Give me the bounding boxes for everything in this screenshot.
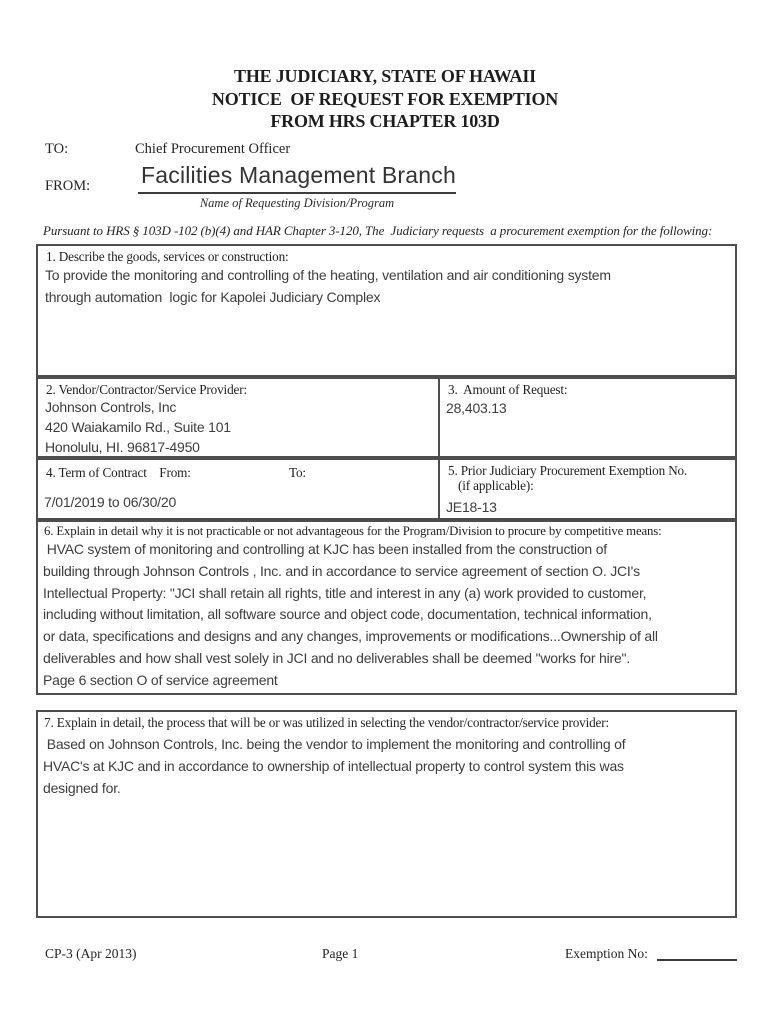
- section7-value-line: HVAC's at KJC and in accordance to ownership of intellectual property to control system this was: [43, 758, 624, 774]
- from-field[interactable]: Facilities Management Branch: [141, 162, 456, 188]
- section6-label: 6. Explain in detail why it is not practicable or not advantageous for the Program/Division to procure by competitive means:: [44, 524, 662, 538]
- section5-label-line2: (if applicable):: [458, 478, 534, 493]
- section6-box: [36, 520, 737, 695]
- section7-value-line: designed for.: [43, 780, 121, 796]
- section4-label: 4. Term of Contract From:: [46, 465, 191, 480]
- section6-value-line: Page 6 section O of service agreement: [43, 671, 278, 688]
- section4-to-label: To:: [289, 465, 306, 480]
- section6-value-line: HVAC system of monitoring and controlling at KJC has been installed from the construction of: [43, 541, 607, 557]
- section2-value-line: Honolulu, HI. 96817-4950: [45, 439, 200, 455]
- section1-value[interactable]: [45, 265, 611, 309]
- section1-value-line: through automation logic for Kapolei Judiciary Complex: [45, 288, 381, 305]
- from-label: FROM:: [45, 178, 91, 194]
- form-title-line-3: FROM HRS CHAPTER 103D: [270, 111, 500, 131]
- section3-label: 3. Amount of Request:: [448, 382, 568, 397]
- pursuant-statement: Pursuant to HRS § 103D -102 (b)(4) and HAR Chapter 3-120, The Judiciary requests a procurement exemption for the following:: [43, 223, 713, 238]
- form-title-line-2: NOTICE OF REQUEST FOR EXEMPTION: [211, 88, 559, 109]
- section2-label: 2. Vendor/Contractor/Service Provider:: [46, 382, 247, 397]
- exemption-no-blank-line[interactable]: [657, 959, 737, 961]
- page-number: Page 1: [322, 946, 359, 961]
- to-label: TO:: [45, 141, 69, 157]
- section7-label: 7. Explain in detail, the process that will be or was utilized in selecting the vendor/contractor/service provider:: [44, 715, 610, 730]
- column-divider: [438, 379, 440, 456]
- from-caption: Name of Requesting Division/Program: [199, 196, 395, 210]
- section6-value-line: Intellectual Property: "JCI shall retain all rights, title and interest in any (a) work provided to customer,: [43, 584, 647, 601]
- section5-value[interactable]: JE18-13: [446, 499, 497, 515]
- form-title-line-1: THE JUDICIARY, STATE OF HAWAII: [234, 66, 536, 86]
- section6-value-line: or data, specifications and designs and any changes, improvements or modifications...Ownership of all: [43, 628, 658, 645]
- section6-value[interactable]: [43, 539, 658, 692]
- form-title: [0, 65, 770, 133]
- section5-label-line1: 5. Prior Judiciary Procurement Exemption No.: [448, 463, 688, 478]
- section1-label: 1. Describe the goods, services or construction:: [46, 249, 289, 264]
- section7-value[interactable]: [43, 733, 625, 799]
- to-value: Chief Procurement Officer: [135, 141, 291, 157]
- section1-box: [36, 244, 737, 377]
- section6-value-line: including without limitation, all software source and object code, documentation, technical information,: [43, 606, 652, 623]
- section2-value-line: 420 Waiakamilo Rd., Suite 101: [45, 419, 231, 435]
- section6-value-line: building through Johnson Controls , Inc. and in accordance to service agreement of section O. JCI's: [43, 562, 640, 579]
- section7-value-line: Based on Johnson Controls, Inc. being the vendor to implement the monitoring and controlling of: [43, 736, 626, 752]
- section2-value[interactable]: [45, 397, 231, 457]
- form-code: CP-3 (Apr 2013): [45, 946, 137, 961]
- section4-value[interactable]: 7/01/2019 to 06/30/20: [44, 494, 177, 510]
- section6-value-line: deliverables and how shall vest solely in JCI and no deliverables shall be deemed "works for hire".: [43, 649, 631, 666]
- exemption-no-label: Exemption No:: [565, 946, 648, 961]
- column-divider: [438, 460, 440, 518]
- section1-value-line: To provide the monitoring and controlling of the heating, ventilation and air conditioning system: [45, 267, 611, 283]
- section2-value-line: Johnson Controls, Inc: [45, 399, 177, 415]
- from-underline: [138, 192, 456, 194]
- section3-value[interactable]: 28,403.13: [446, 400, 507, 416]
- section7-box: [36, 710, 737, 918]
- section2-3-row: [36, 377, 737, 458]
- section4-5-row: [36, 458, 737, 520]
